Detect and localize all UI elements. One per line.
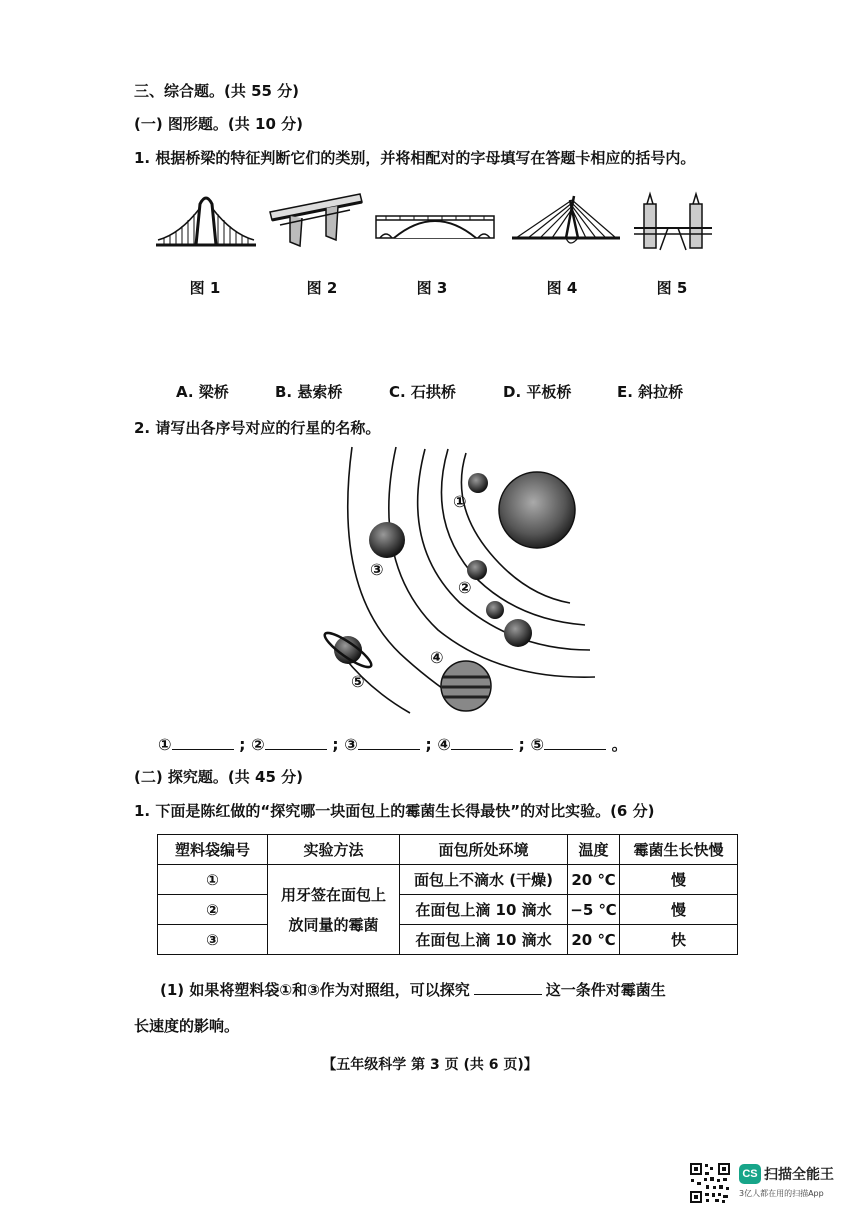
header-growth-speed: 霉菌生长快慢 — [620, 835, 738, 865]
option-e: E. 斜拉桥 — [617, 383, 684, 401]
part2-title: (二) 探究题。(共 45 分) — [134, 768, 303, 786]
option-c: C. 石拱桥 — [389, 383, 456, 401]
bridge-4-caption: 图 4 — [546, 279, 578, 297]
row-2-temp: −5 ℃ — [568, 895, 620, 925]
header-method: 实验方法 — [268, 835, 400, 865]
blank-5-marker: ⑤ — [530, 735, 544, 754]
table-row — [158, 865, 738, 895]
planet-mercury-icon — [468, 473, 488, 493]
method-line-1: 用牙签在面包上 — [280, 885, 386, 904]
separator-2: ; — [332, 735, 339, 754]
bridge-3-caption: 图 3 — [416, 279, 448, 297]
separator-4: ; — [518, 735, 525, 754]
table-row — [158, 895, 738, 925]
row-2-env: 在面包上滴 10 滴水 — [400, 895, 568, 925]
qr-code-icon — [689, 1162, 731, 1204]
sub-question-1-cont: 长速度的影响。 — [134, 1017, 240, 1035]
option-a: A. 梁桥 — [176, 383, 229, 401]
bridge-2-caption: 图 2 — [306, 279, 338, 297]
sub-question-1-part-b: 这一条件对霉菌生 — [545, 981, 666, 999]
scanner-tagline: 3亿人都在用的扫描App — [739, 1189, 824, 1198]
blank-3[interactable] — [358, 749, 420, 750]
planet-earth-icon — [504, 619, 532, 647]
experiment-table — [157, 834, 738, 955]
table-row — [158, 925, 738, 955]
part1-title: (一) 图形题。(共 10 分) — [134, 115, 303, 133]
blank-4-marker: ④ — [437, 735, 451, 754]
scanner-brand-name: 扫描全能王 — [764, 1167, 834, 1183]
blank-2[interactable] — [265, 749, 327, 750]
blank-5[interactable] — [544, 749, 606, 750]
sun-icon — [499, 472, 575, 548]
bridge-5-image — [634, 194, 712, 250]
sub-question-1-part-a: (1) 如果将塑料袋①和③作为对照组，可以探究 — [160, 981, 470, 999]
row-3-id: ③ — [158, 925, 268, 955]
question-2-text: 2. 请写出各序号对应的行星的名称。 — [134, 419, 381, 437]
sub-question-1 — [160, 979, 666, 1000]
row-3-temp: 20 ℃ — [568, 925, 620, 955]
bridge-5-caption: 图 5 — [656, 279, 688, 297]
bridge-images — [150, 190, 730, 260]
planet-venus-icon — [467, 560, 487, 580]
blank-3-marker: ③ — [344, 735, 358, 754]
row-1-temp: 20 ℃ — [568, 865, 620, 895]
question-1-text: 1. 根据桥梁的特征判断它们的类别，并将相配对的字母填写在答题卡相应的括号内。 — [134, 149, 696, 167]
row-3-env: 在面包上滴 10 滴水 — [400, 925, 568, 955]
sub-question-1-blank[interactable] — [474, 994, 542, 995]
planet-small-icon — [486, 601, 504, 619]
section-title: 三、综合题。(共 55 分) — [134, 82, 300, 100]
planet-saturn-icon — [321, 628, 375, 672]
blank-4[interactable] — [451, 749, 513, 750]
bridge-1-image — [156, 198, 256, 245]
header-bag-id: 塑料袋编号 — [158, 835, 268, 865]
blank-2-marker: ② — [251, 735, 265, 754]
option-d: D. 平板桥 — [503, 383, 572, 401]
row-3-speed: 快 — [620, 925, 738, 955]
marker-3: ③ — [370, 560, 384, 579]
blank-1-marker: ① — [158, 735, 172, 754]
bridge-4-image — [512, 196, 620, 243]
bridge-2-image — [270, 194, 362, 246]
marker-4: ④ — [430, 648, 444, 667]
planet-jupiter-icon — [441, 661, 491, 711]
scanner-logo-badge: CS — [739, 1164, 761, 1184]
separator-1: ; — [239, 735, 246, 754]
planet-answer-line — [158, 732, 628, 755]
method-line-2: 放同量的霉菌 — [288, 915, 379, 934]
row-1-env: 面包上不滴水 (干燥) — [400, 865, 568, 895]
header-environment: 面包所处环境 — [400, 835, 568, 865]
blank-1[interactable] — [172, 749, 234, 750]
line-end: 。 — [611, 735, 628, 754]
bridge-1-caption: 图 1 — [189, 279, 221, 297]
header-temperature: 温度 — [568, 835, 620, 865]
option-b: B. 悬索桥 — [275, 383, 343, 401]
row-1-speed: 慢 — [620, 865, 738, 895]
marker-5: ⑤ — [351, 672, 365, 691]
marker-2: ② — [458, 578, 472, 597]
experiment-text: 1. 下面是陈红做的“探究哪一块面包上的霉菌生长得最快”的对比实验。(6 分) — [134, 802, 655, 820]
marker-1: ① — [453, 492, 467, 511]
row-2-speed: 慢 — [620, 895, 738, 925]
planet-3-icon — [369, 522, 405, 558]
separator-3: ; — [425, 735, 432, 754]
row-1-id: ① — [158, 865, 268, 895]
row-2-id: ② — [158, 895, 268, 925]
bridge-3-image — [376, 216, 494, 238]
table-header-row — [158, 835, 738, 865]
method-cell — [268, 865, 400, 955]
page-footer: 【五年级科学 第 3 页 (共 6 页)】 — [322, 1057, 538, 1073]
